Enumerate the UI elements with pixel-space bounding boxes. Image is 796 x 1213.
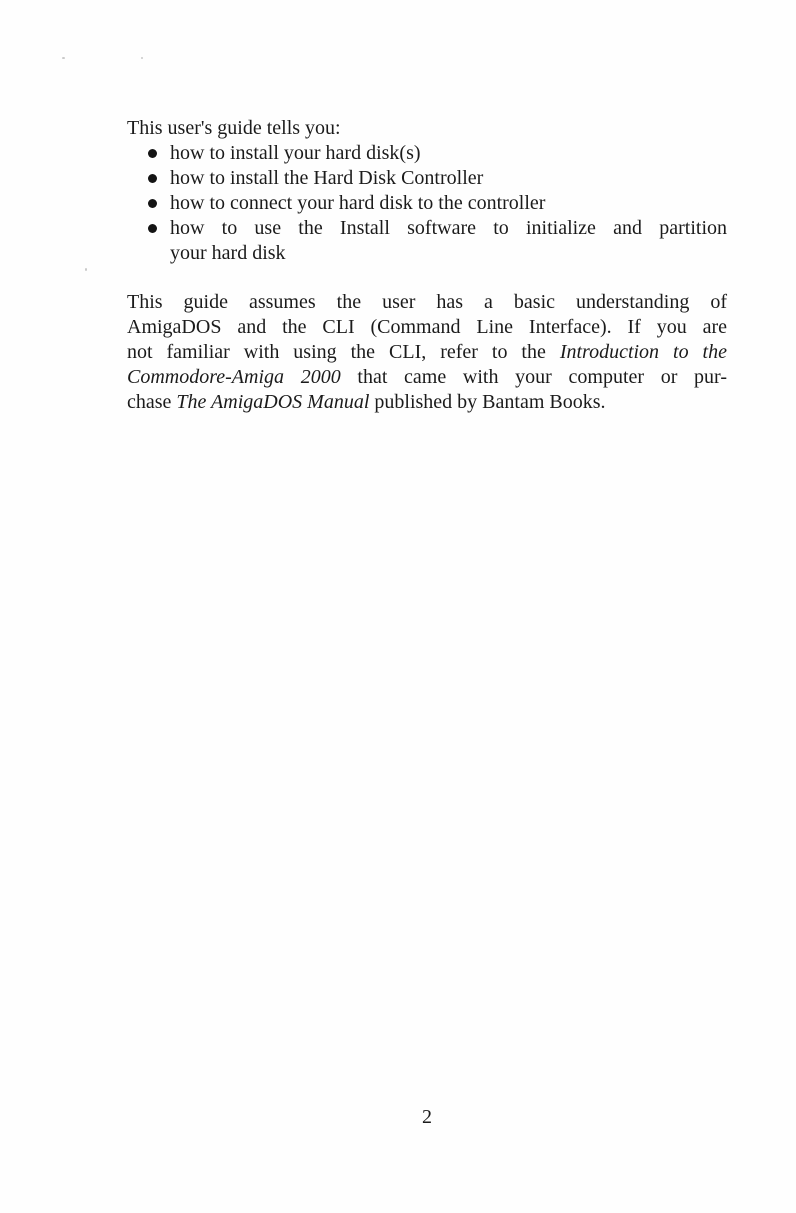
text-segment: that came with your computer or pur- (340, 366, 727, 388)
bullet-line: your hard disk (170, 242, 286, 264)
bullet-text: how to install the Hard Disk Controller (170, 167, 484, 189)
page-number: 2 (422, 1106, 432, 1128)
italic-text-segment: Introduction to the (559, 341, 727, 363)
bullet-item (127, 216, 727, 266)
text-segment: chase (127, 391, 177, 413)
bullet-line: how to use the Install software to initialize and partition (170, 217, 727, 239)
bullet-icon (148, 199, 157, 208)
bullet-list (127, 141, 727, 266)
intro-line: This user's guide tells you: (127, 117, 341, 139)
bullet-item (127, 191, 727, 216)
paragraph-line (127, 365, 727, 390)
bullet-item (127, 166, 727, 191)
scan-speck (141, 57, 143, 59)
text-segment: This guide assumes the user has a basic understanding of (127, 291, 727, 313)
bullet-icon (148, 149, 157, 158)
scan-speck (85, 268, 87, 271)
bullet-text (170, 216, 727, 266)
italic-text-segment: Commodore-Amiga 2000 (127, 366, 341, 388)
paragraph-line (127, 340, 727, 365)
paragraph-line (127, 390, 727, 415)
paragraph-line (127, 315, 727, 340)
scan-speck (62, 57, 65, 59)
body-paragraph (127, 290, 727, 415)
bullet-icon (148, 174, 157, 183)
text-segment: not familiar with using the CLI, refer to the (127, 341, 560, 363)
text-segment: published by Bantam Books. (369, 391, 606, 413)
italic-text-segment: The AmigaDOS Manual (176, 391, 370, 413)
text-segment: AmigaDOS and the CLI (Command Line Interface). If you are (127, 316, 727, 338)
bullet-icon (148, 224, 157, 233)
bullet-text: how to connect your hard disk to the controller (170, 192, 546, 214)
bullet-item (127, 141, 727, 166)
page-content (127, 116, 727, 415)
paragraph-line (127, 290, 727, 315)
bullet-text: how to install your hard disk(s) (170, 142, 421, 164)
